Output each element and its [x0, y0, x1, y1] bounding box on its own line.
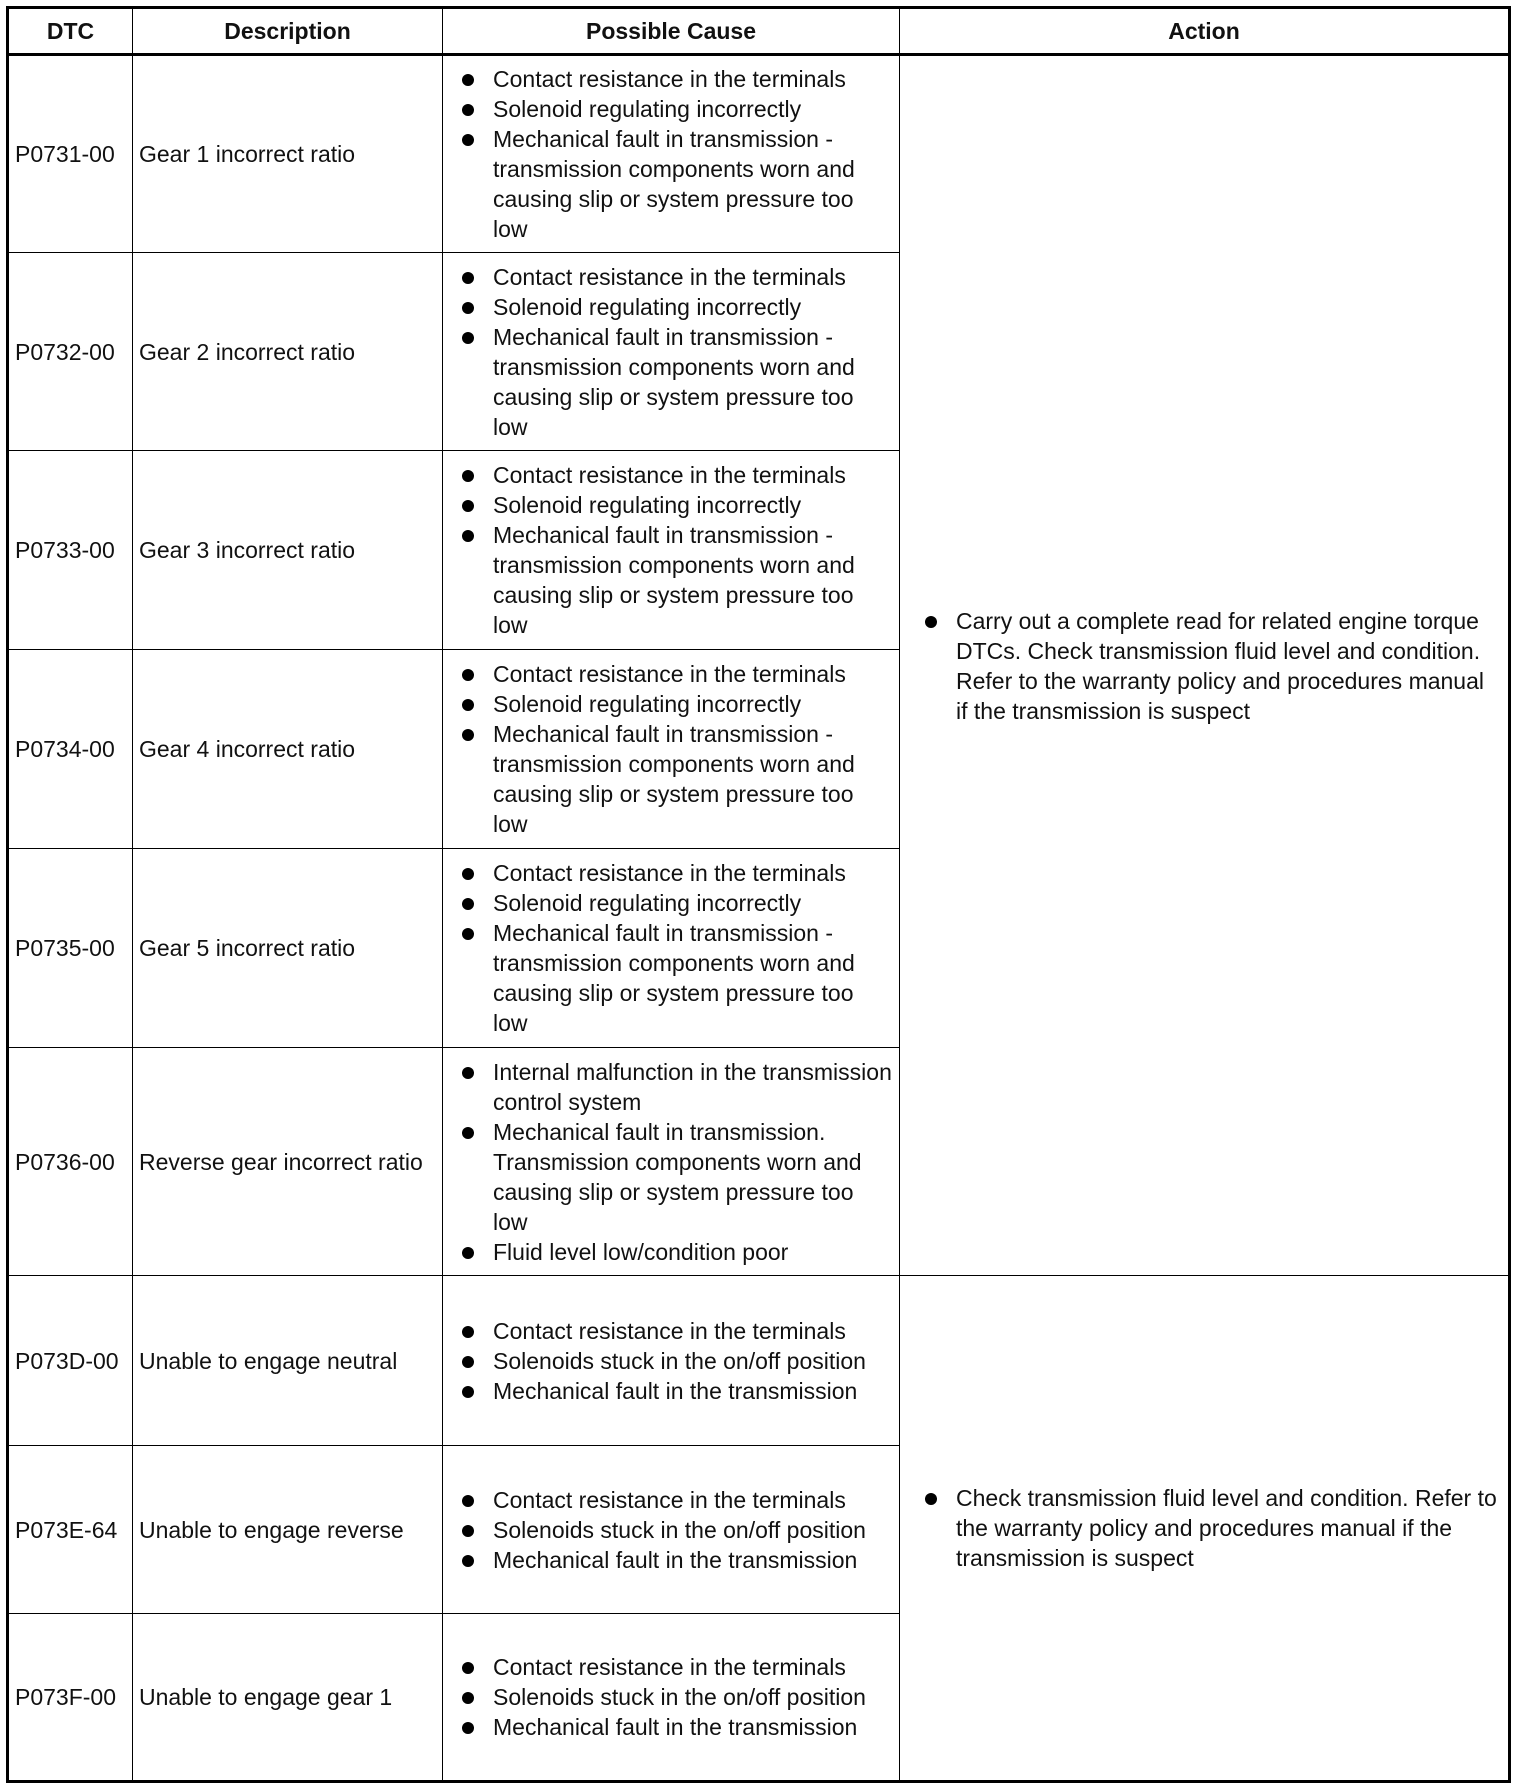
cause-item: Contact resistance in the terminals — [493, 659, 893, 689]
cause-item: Solenoid regulating incorrectly — [493, 490, 893, 520]
cause-item: Internal malfunction in the transmission control system — [493, 1058, 892, 1115]
cause-item: Contact resistance in the terminals — [493, 1485, 893, 1515]
description: Gear 1 incorrect ratio — [133, 55, 443, 253]
cause-item: Contact resistance in the terminals — [493, 858, 893, 888]
possible-causes — [443, 1446, 900, 1614]
cause-item: Contact resistance in the terminals — [493, 262, 893, 292]
cause-item: Solenoids stuck in the on/off position — [493, 1682, 893, 1712]
dtc-code: P0731-00 — [8, 55, 133, 253]
dtc-code: P073E-64 — [8, 1446, 133, 1614]
table-row — [8, 55, 1510, 253]
action-cell — [900, 1276, 1510, 1782]
cause-item: Mechanical fault in transmission - transmission components worn and causing slip or system pressure too low — [493, 520, 893, 640]
description: Unable to engage gear 1 — [133, 1614, 443, 1782]
header-action: Action — [900, 8, 1510, 55]
dtc-table — [6, 6, 1511, 1783]
cause-item: Solenoid regulating incorrectly — [493, 94, 893, 124]
action-item: Carry out a complete read for related engine torque DTCs. Check transmission fluid level and condition. Refer to the warranty policy and procedures manual if the transmission is suspect — [956, 606, 1500, 726]
possible-causes — [443, 849, 900, 1048]
cause-item: Contact resistance in the terminals — [493, 64, 893, 94]
cause-item: Mechanical fault in transmission - transmission components worn and causing slip or system pressure too low — [493, 918, 893, 1038]
dtc-code: P073F-00 — [8, 1614, 133, 1782]
possible-causes — [443, 650, 900, 849]
cause-item: Mechanical fault in transmission - transmission components worn and causing slip or system pressure too low — [493, 719, 893, 839]
possible-causes — [443, 253, 900, 451]
header-description: Description — [133, 8, 443, 55]
description: Gear 2 incorrect ratio — [133, 253, 443, 451]
dtc-code: P0736-00 — [8, 1048, 133, 1276]
cause-item: Mechanical fault in transmission. Transmission components worn and causing slip or system pressure too low — [493, 1117, 893, 1237]
cause-item: Contact resistance in the terminals — [493, 1316, 893, 1346]
cause-item: Mechanical fault in the transmission — [493, 1376, 893, 1406]
possible-causes — [443, 1276, 900, 1446]
possible-causes — [443, 451, 900, 650]
description: Reverse gear incorrect ratio — [133, 1048, 443, 1276]
description: Gear 5 incorrect ratio — [133, 849, 443, 1048]
cause-item: Solenoid regulating incorrectly — [493, 689, 893, 719]
action-cell — [900, 55, 1510, 1276]
possible-causes — [443, 1048, 900, 1276]
table-row — [8, 1276, 1510, 1446]
cause-item: Solenoids stuck in the on/off position — [493, 1515, 893, 1545]
cause-item: Solenoid regulating incorrectly — [493, 292, 893, 322]
dtc-code: P0735-00 — [8, 849, 133, 1048]
description: Unable to engage reverse — [133, 1446, 443, 1614]
description: Gear 4 incorrect ratio — [133, 650, 443, 849]
description: Gear 3 incorrect ratio — [133, 451, 443, 650]
dtc-code: P0733-00 — [8, 451, 133, 650]
cause-item: Fluid level low/condition poor — [493, 1237, 893, 1267]
header-row — [8, 8, 1510, 55]
possible-causes — [443, 55, 900, 253]
header-possible-cause: Possible Cause — [443, 8, 900, 55]
dtc-code: P0732-00 — [8, 253, 133, 451]
cause-item: Solenoids stuck in the on/off position — [493, 1346, 893, 1376]
cause-item: Contact resistance in the terminals — [493, 460, 893, 490]
cause-item: Contact resistance in the terminals — [493, 1652, 893, 1682]
cause-item: Mechanical fault in transmission - transmission components worn and causing slip or system pressure too low — [493, 322, 893, 442]
dtc-code: P0734-00 — [8, 650, 133, 849]
cause-item: Mechanical fault in the transmission — [493, 1545, 893, 1575]
dtc-code: P073D-00 — [8, 1276, 133, 1446]
header-dtc: DTC — [8, 8, 133, 55]
possible-causes — [443, 1614, 900, 1782]
action-item: Check transmission fluid level and condition. Refer to the warranty policy and procedures manual if the transmission is suspect — [956, 1483, 1500, 1573]
cause-item: Solenoid regulating incorrectly — [493, 888, 893, 918]
description: Unable to engage neutral — [133, 1276, 443, 1446]
cause-item: Mechanical fault in transmission - transmission components worn and causing slip or system pressure too low — [493, 124, 893, 244]
cause-item: Mechanical fault in the transmission — [493, 1712, 893, 1742]
